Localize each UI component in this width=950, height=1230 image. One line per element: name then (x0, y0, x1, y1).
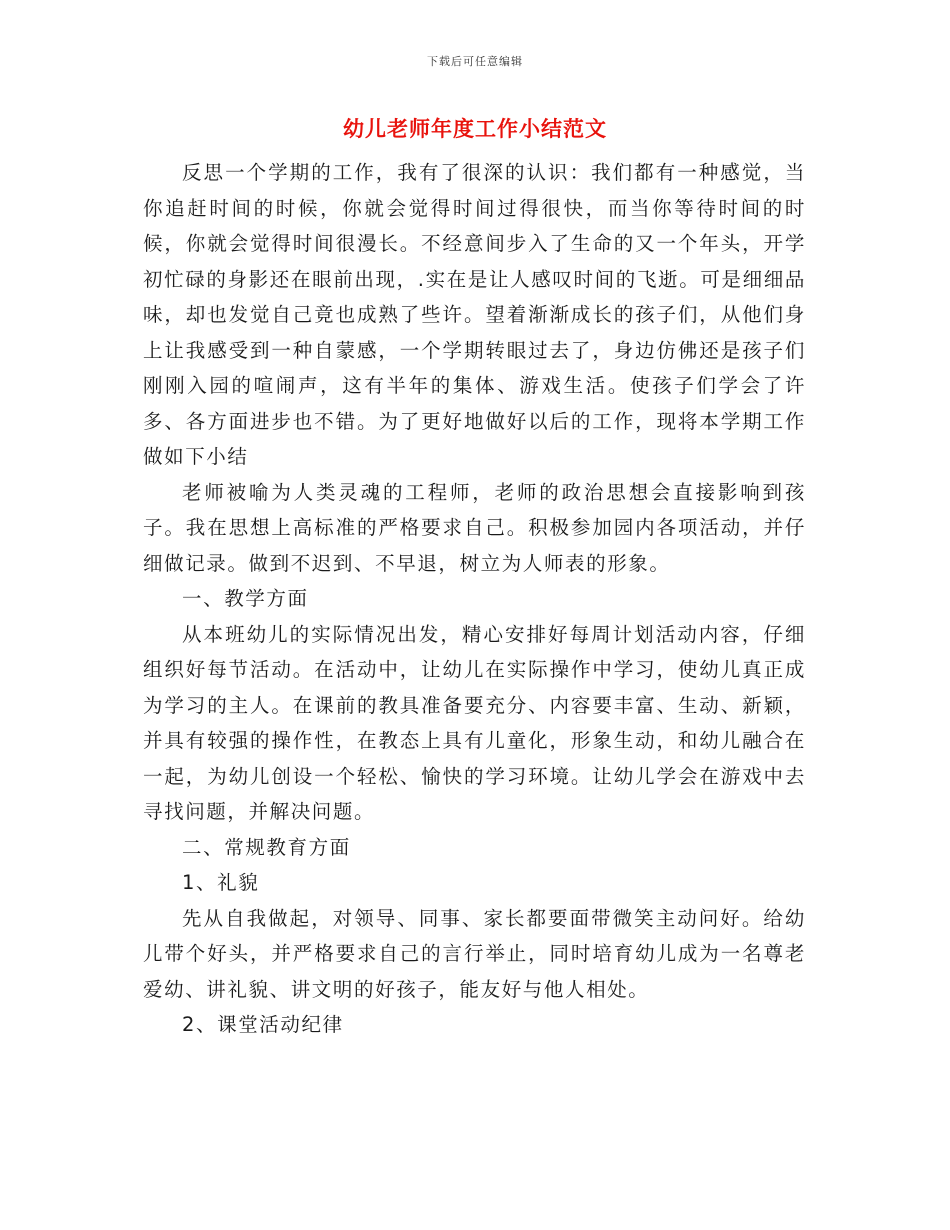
document-body (143, 155, 806, 1043)
subheading-courtesy: 1、礼貌 (182, 871, 260, 894)
section-heading-teaching: 一、教学方面 (182, 587, 309, 610)
document-title: 幼儿老师年度工作小结范文 (343, 116, 607, 141)
section-heading-routine: 二、常规教育方面 (182, 835, 351, 859)
paragraph-ideology: 老师被喻为人类灵魂的工程师，老师的政治思想会直接影响到孩子。我在思想上高标准的严格要求自己。积极参加园内各项活动，并仔细做记录。做到不迟到、不早退，树立为人师表的形象。 (143, 480, 806, 575)
subheading-classroom-discipline: 2、课堂活动纪律 (182, 1013, 344, 1036)
paragraph-teaching: 从本班幼儿的实际情况出发，精心安排好每周计划活动内容，仔细组织好每节活动。在活动中，让幼儿在实际操作中学习，使幼儿真正成为学习的主人。在课前的教具准备要充分、内容要丰富、生动、新颖，并具有较强的操作性，在教态上具有儿童化，形象生动，和幼儿融合在一起，为幼儿创设一个轻松、愉快的学习环境。让幼儿学会在游戏中去寻找问题，并解决问题。 (143, 622, 806, 823)
paragraph-intro: 反思一个学期的工作，我有了很深的认识：我们都有一种感觉，当你追赶时间的时候，你就会觉得时间过得很快，而当你等待时间的时候，你就会觉得时间很漫长。不经意间步入了生命的又一个年头，开学初忙碌的身影还在眼前出现，.实在是让人感叹时间的飞逝。可是细细品味，却也发觉自己竟也成熟了些许。望着渐渐成长的孩子们，从他们身上让我感受到一种自蒙感，一个学期转眼过去了，身边仿佛还是孩子们刚刚入园的喧闹声，这有半年的集体、游戏生活。使孩子们学会了许多、各方面进步也不错。为了更好地做好以后的工作，现将本学期工作做如下小结 (143, 161, 806, 468)
paragraph-courtesy: 先从自我做起，对领导、同事、家长都要面带微笑主动问好。给幼儿带个好头，并严格要求自己的言行举止，同时培育幼儿成为一名尊老爱幼、讲礼貌、讲文明的好孩子，能友好与他人相处。 (143, 906, 806, 1001)
header-note: 下载后可任意编辑 (427, 55, 523, 68)
